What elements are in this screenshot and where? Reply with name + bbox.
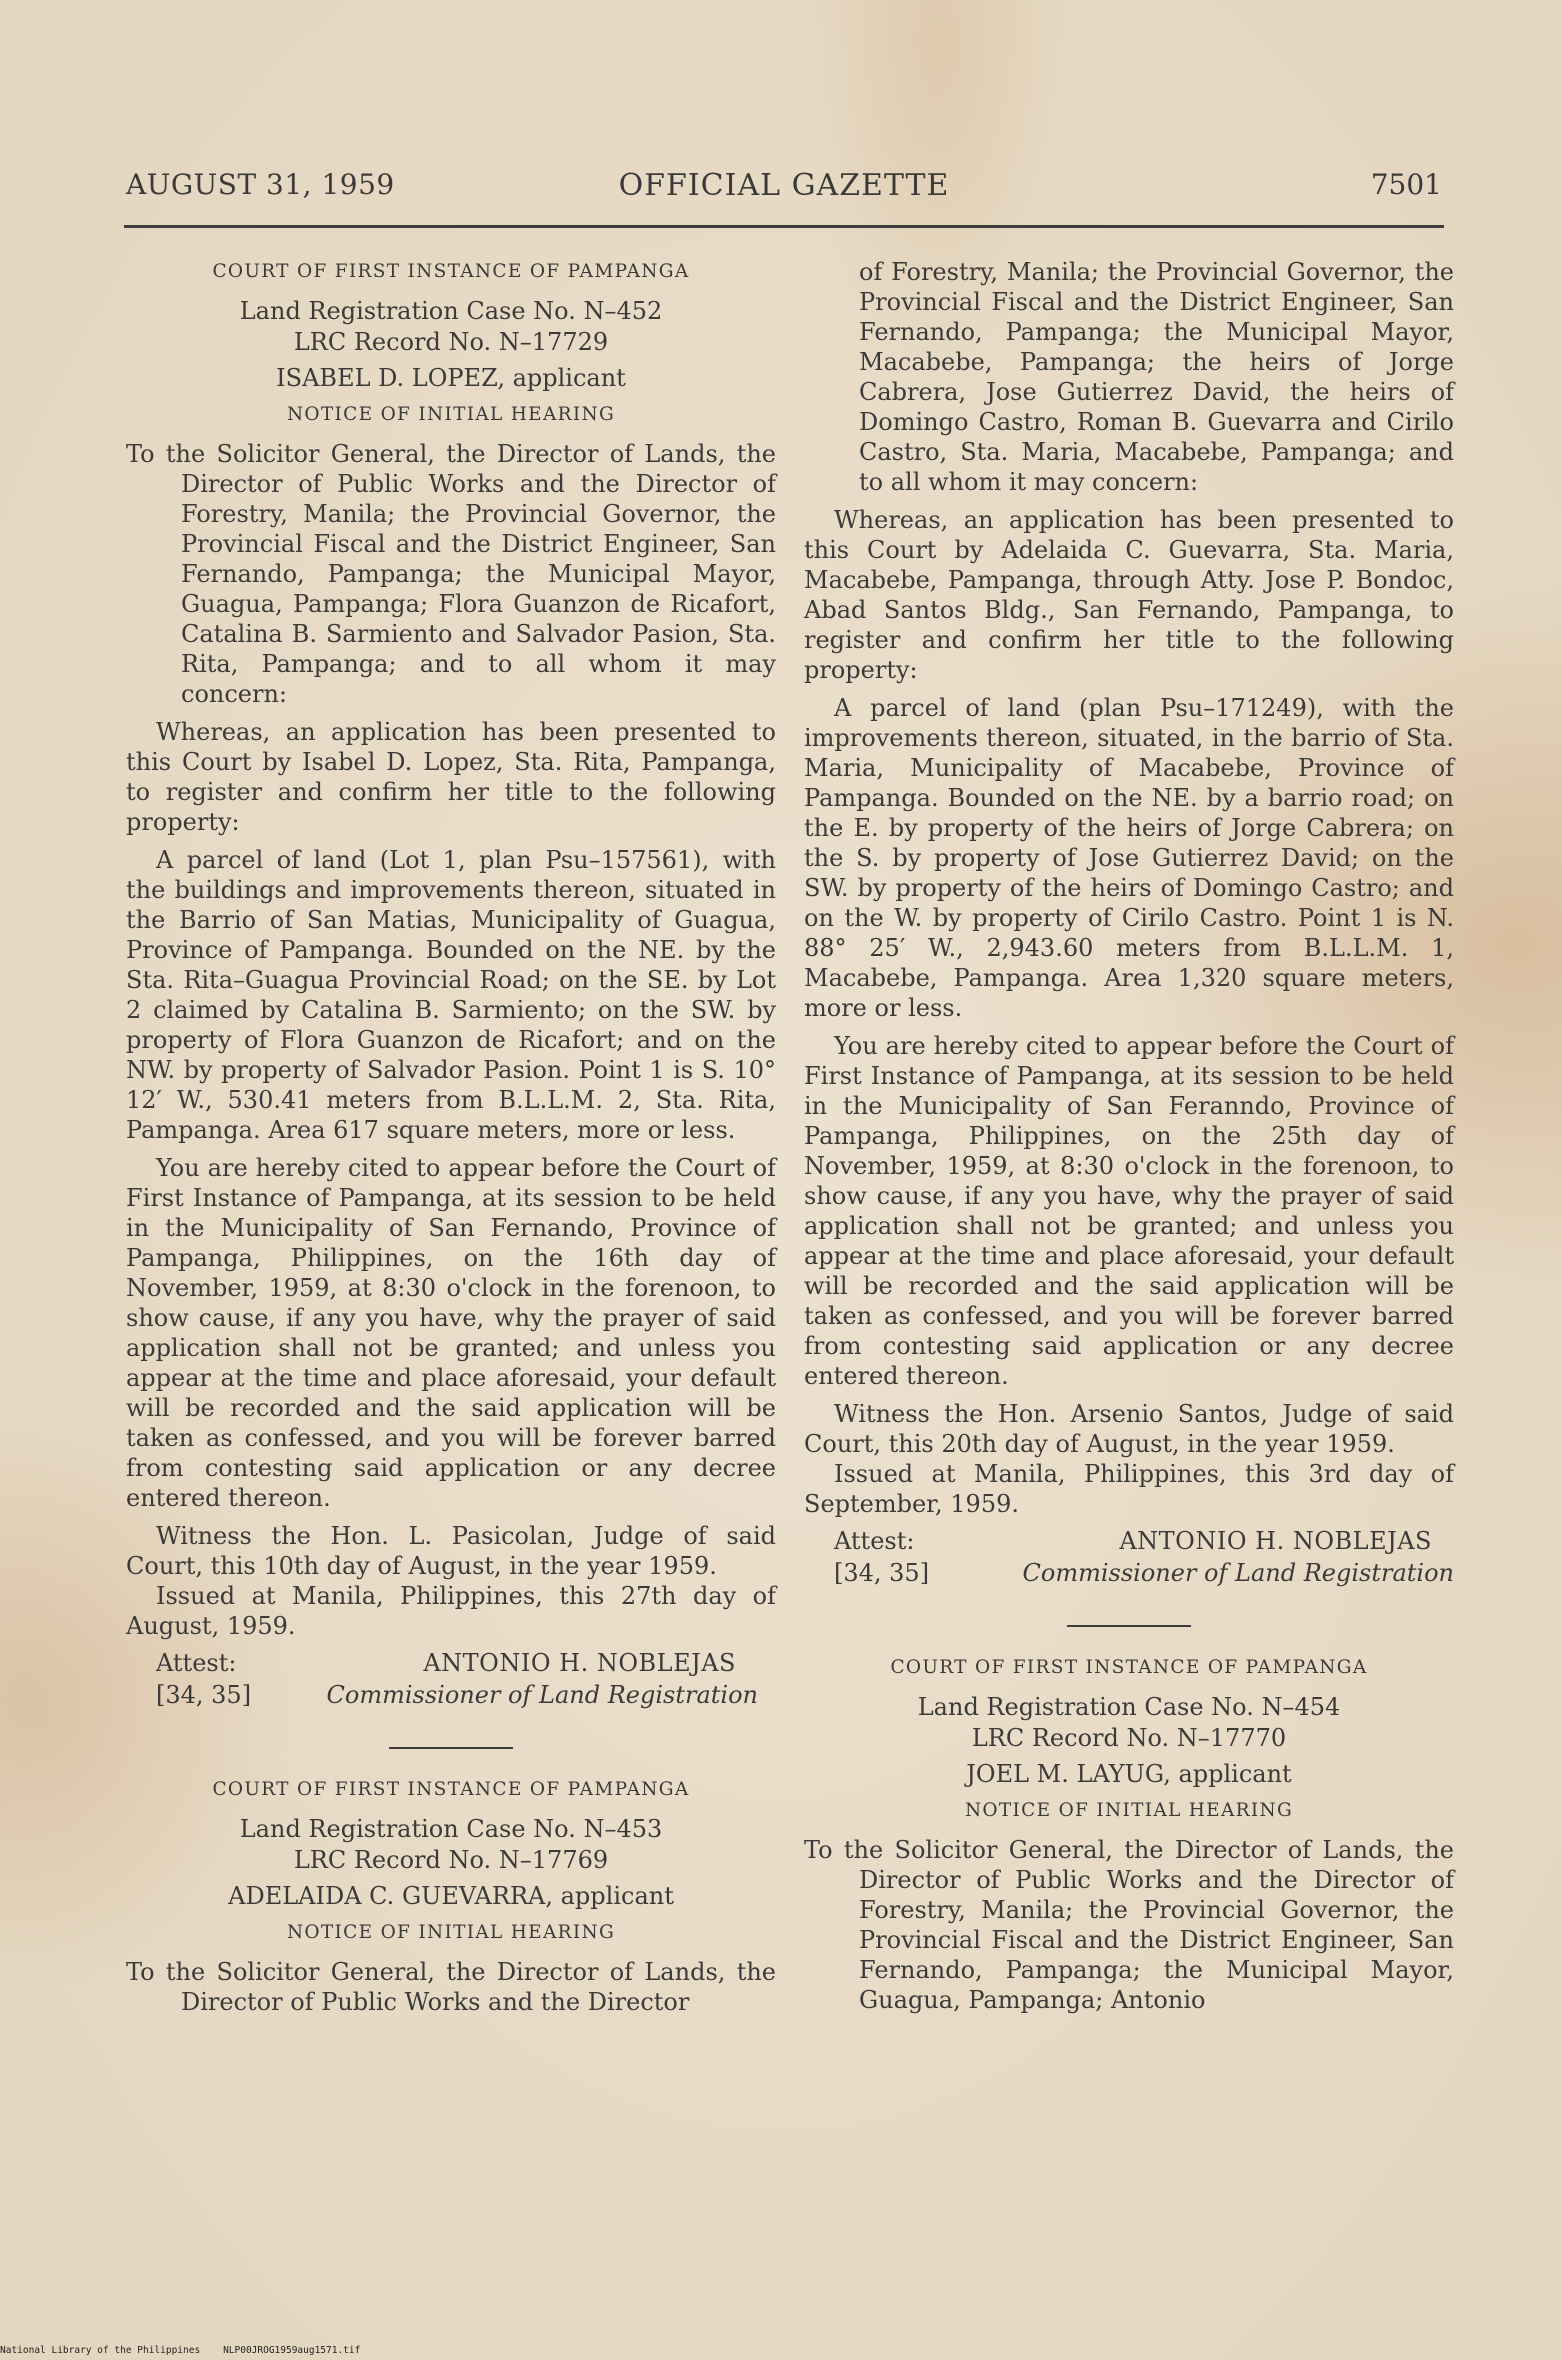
notice-separator [389,1747,513,1749]
parcel-description: A parcel of land (Lot 1, plan Psu–157561), with the buildings and improvements thereon, situated in the Barrio of San Matias, Municipality of Guagua, Province of Pampanga. Bounded on the NE. by the Sta. Rita–Guagua Provincial Road; on the SE. by Lot 2 claimed by Catalina B. Sarmiento; on the SW. by property of Flora Guanzon de Ricafort; and on the NW. by property of Salvador Pasion. Point 1 is S. 10° 12′ W., 530.41 meters from B.L.L.M. 2, Sta. Rita, Pampanga. Area 617 square meters, more or less. [126,846,776,1144]
case-number: Land Registration Case No. N–453 [239,1815,663,1843]
notice-n453-start [126,1779,776,2017]
attest-label: Attest: [156,1649,237,1677]
library-credit: National Library of the Philippines [0,2345,201,2356]
court-name: COURT OF FIRST INSTANCE OF PAMPANGA [212,261,690,282]
attestation [804,1527,1454,1589]
record-number: LRC Record No. N–17769 [293,1846,609,1874]
page-header [126,168,1442,208]
left-column [126,257,776,2025]
applicant-name: ISABEL D. LOPEZ, applicant [276,364,626,392]
header-rule [124,225,1444,228]
right-column [804,257,1454,2023]
page-number: 7501 [1370,168,1442,201]
notice-n452 [126,261,776,1711]
whereas-paragraph: Whereas, an application has been presented to this Court by Isabel D. Lopez, Sta. Rita, Pampanga, to register and confirm her title to the following property: [126,718,776,836]
witness-paragraph: Witness the Hon. Arsenio Santos, Judge of said Court, this 20th day of August, in the year 1959. [804,1400,1454,1458]
citation-paragraph: You are hereby cited to appear before the Court of First Instance of Pampanga, at its session to be held in the Municipality of San Feranndo, Province of Pampanga, Philippines, on the 25th day of November, 1959, at 8:30 o'clock in the forenoon, to show cause, if any you have, why the prayer of said application shall not be granted; and unless you appear at the time and place aforesaid, your default will be recorded and the said application will be taken as confessed, and you will be forever barred from contesting said application or any decree entered thereon. [804,1032,1454,1390]
record-number: LRC Record No. N–17729 [293,328,609,356]
case-number: Land Registration Case No. N–452 [239,297,663,325]
notice-heading: NOTICE OF INITIAL HEARING [286,1922,616,1943]
issued-paragraph: Issued at Manila, Philippines, this 3rd day of September, 1959. [804,1460,1454,1518]
applicant-name: ADELAIDA C. GUEVARRA, applicant [228,1882,674,1910]
notice-addressees-part2: of Forestry, Manila; the Provincial Governor, the Provincial Fiscal and the District Engineer, San Fernando, Pampanga; the Municipal Mayor, Macabebe, Pampanga; the heirs of Jorge Cabrera, Jose Gutierrez David, the heirs of Domingo Castro, Roman B. Guevarra and Cirilo Castro, Sta. Maria, Macabebe, Pampanga; and to all whom it may concern: [859,258,1454,496]
record-number: LRC Record No. N–17770 [971,1724,1287,1752]
applicant-name: JOEL M. LAYUG, applicant [966,1760,1292,1788]
notice-addressees-part1: To the Solicitor General, the Director of Lands, the Director of Public Works and the Director [126,1958,776,2016]
signatory-title: Commissioner of Land Registration [326,1681,758,1709]
whereas-paragraph: Whereas, an application has been presented to this Court by Adelaida C. Guevarra, Sta. Maria, Macabebe, Pampanga, through Atty. Jose P. Bondoc, Abad Santos Bldg., San Fernando, Pampanga, to register and confirm her title to the following property: [804,506,1454,684]
issue-refs: [34, 35] [834,1559,930,1587]
citation-paragraph: You are hereby cited to appear before the Court of First Instance of Pampanga, at its session to be held in the Municipality of San Fernando, Province of Pampanga, Philippines, on the 16th day of November, 1959, at 8:30 o'clock in the forenoon, to show cause, if any you have, why the prayer of said application shall not be granted; and unless you appear at the time and place aforesaid, your default will be recorded and the said application will be taken as confessed, and you will be forever barred from contesting said application or any decree entered thereon. [126,1154,776,1512]
notice-n453-continued [804,257,1454,1589]
issue-date: AUGUST 31, 1959 [126,168,395,201]
attestation [126,1649,776,1711]
notice-addressees: To the Solicitor General, the Director of Lands, the Director of Public Works and the Director of Forestry, Manila; the Provincial Governor, the Provincial Fiscal and the District Engineer, San Fernando, Pampanga; the Municipal Mayor, Guagua, Pampanga; Flora Guanzon de Ricafort, Catalina B. Sarmiento and Salvador Pasion, Sta. Rita, Pampanga; and to all whom it may concern: [126,440,776,708]
scan-filename: NLP00JROG1959aug1571.tif [223,2345,361,2356]
scan-footer [0,2345,360,2356]
signatory-name: ANTONIO H. NOBLEJAS [1119,1527,1432,1555]
issued-paragraph: Issued at Manila, Philippines, this 27th day of August, 1959. [126,1582,776,1640]
attest-label: Attest: [834,1527,915,1555]
court-name: COURT OF FIRST INSTANCE OF PAMPANGA [212,1779,690,1800]
signatory-title: Commissioner of Land Registration [1022,1559,1454,1587]
notice-heading: NOTICE OF INITIAL HEARING [286,404,616,425]
parcel-description: A parcel of land (plan Psu–171249), with the improvements thereon, situated, in the barrio of Sta. Maria, Municipality of Macabebe, Province of Pampanga. Bounded on the NE. by a barrio road; on the E. by property of the heirs of Jorge Cabrera; on the S. by property of Jose Gutierrez David; on the SW. by property of the heirs of Domingo Castro; and on the W. by property of Cirilo Castro. Point 1 is N. 88° 25′ W., 2,943.60 meters from B.L.L.M. 1, Macabebe, Pampanga. Area 1,320 square meters, more or less. [804,694,1454,1022]
issue-refs: [34, 35] [156,1681,252,1709]
notice-addressees: To the Solicitor General, the Director of Lands, the Director of Public Works and the Director of Forestry, Manila; the Provincial Governor, the Provincial Fiscal and the District Engineer, San Fernando, Pampanga; the Municipal Mayor, Guagua, Pampanga; Antonio [804,1836,1454,2014]
witness-paragraph: Witness the Hon. L. Pasicolan, Judge of said Court, this 10th day of August, in the year 1959. [126,1522,776,1580]
notice-heading: NOTICE OF INITIAL HEARING [964,1800,1294,1821]
court-name: COURT OF FIRST INSTANCE OF PAMPANGA [890,1657,1368,1678]
case-number: Land Registration Case No. N–454 [917,1693,1341,1721]
notice-separator [1067,1625,1191,1627]
publication-title: OFFICIAL GAZETTE [618,168,950,203]
signatory-name: ANTONIO H. NOBLEJAS [423,1649,736,1677]
notice-n454 [804,1657,1454,2015]
